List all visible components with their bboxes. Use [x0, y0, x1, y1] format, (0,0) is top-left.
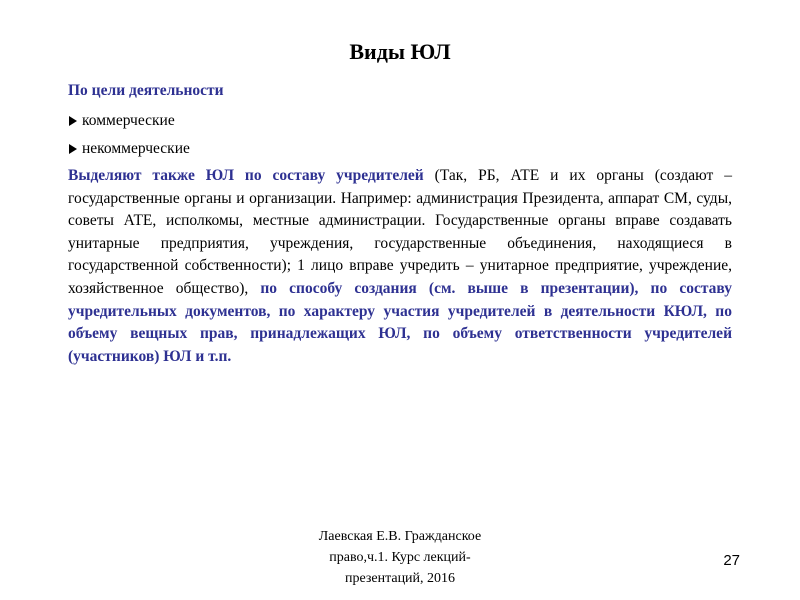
slide-title: Виды ЮЛ [349, 39, 451, 64]
section-heading: По цели деятельности [68, 82, 224, 99]
paragraph-plain-text: (Так, РБ, АТЕ и их органы (создают – государственные органы и организации. Например: администрация Президента, аппарат СМ, суды, советы АТЕ, исполкомы, местные администрации. Государственные органы вправе создавать унитарные предприятия, учреждения, государственные объединения, находящиеся в государственной собственности); 1 лицо вправе учредить – унитарное предприятие, учреждение, хозяйственное общество), [68, 167, 732, 297]
body-paragraph [68, 165, 732, 368]
arrowhead-bullet-icon [69, 144, 77, 154]
list-item-commercial [68, 107, 732, 135]
arrowhead-bullet-icon [69, 116, 77, 126]
paragraph-lead-highlight: Выделяют также ЮЛ по составу учредителей [68, 167, 424, 184]
bullet-label: коммерческие [82, 111, 175, 129]
slide-content [68, 80, 732, 368]
bullet-label: некоммерческие [82, 139, 190, 157]
bullet-list [68, 107, 732, 163]
paragraph-tail-highlight: по способу создания (см. выше в презентации), по составу учредительных документов, по характеру участия учредителей в деятельности КЮЛ, по объему вещных прав, принадлежащих ЮЛ, по объему ответственности учредителей (участников) ЮЛ и т.п. [68, 279, 732, 365]
page-number: 27 [723, 552, 740, 569]
footer-caption: Лаевская Е.В. Гражданское право,ч.1. Курс лекций-презентаций, 2016 [318, 529, 482, 586]
list-item-noncommercial [68, 135, 732, 163]
